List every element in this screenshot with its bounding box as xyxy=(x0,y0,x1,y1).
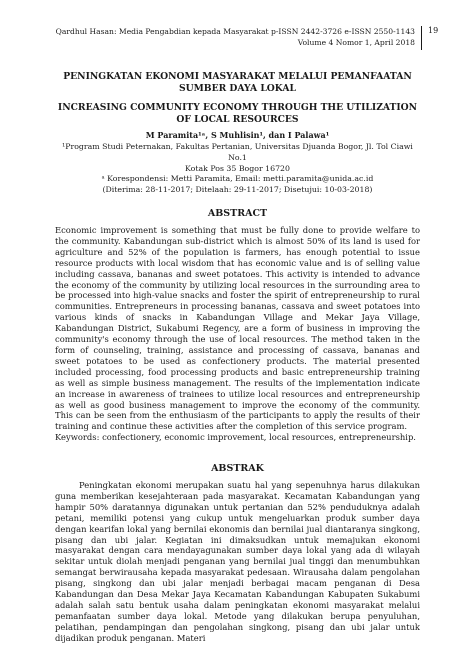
running-head xyxy=(55,26,415,48)
correspondence: ᵃ Korespondensi: Metti Paramita, Email: metti.paramita@unida.ac.id xyxy=(101,174,374,184)
affiliation xyxy=(55,142,420,196)
page-number: 19 xyxy=(428,26,439,35)
title-english: INCREASING COMMUNITY ECONOMY THROUGH THE UTILIZATION OF LOCAL RESOURCES xyxy=(57,102,418,125)
title-indonesian: PENINGKATAN EKONOMI MASYARAKAT MELALUI PEMANFAATAN SUMBER DAYA LOKAL xyxy=(63,71,412,94)
authors: M Paramita¹ᵃ, S Muhlisin¹, dan I Palawa¹ xyxy=(145,130,330,140)
affiliation-line: ¹Program Studi Peternakan, Fakultas Pertanian, Universitas Djuanda Bogor, Jl. Tol Ciawi No.1 xyxy=(62,142,413,162)
affiliation-address: Kotak Pos 35 Bogor 16720 xyxy=(185,163,290,173)
keywords: Keywords: confectionery, economic improvement, local resources, entrepreneurship. xyxy=(55,432,416,442)
abstrak-heading: ABSTRAK xyxy=(211,463,264,474)
running-head-divider xyxy=(421,26,422,50)
title-block xyxy=(55,71,420,196)
running-head-volume: Volume 4 Nomor 1, April 2018 xyxy=(297,38,415,47)
abstract-body: Economic improvement is something that must be fully done to provide welfare to the community. Kabandungan sub-district which is almost 50% of its land is used for agriculture and 52% of the population is farmers, has enough potential to issue resource products with local wisdom that has economic value and is of selling value including cassava, bananas and sweet potatoes. This activity is intended to advance the economy of the community by utilizing local resources in the surrounding area to be processed into high-value snacks and foster the spirit of entrepreneurship to rural communities. Entrepreneurs in processing bananas, cassava and sweet potatoes into various kinds of snacks in Kabandungan Village and Mekar Jaya Village, Kabandungan District, Sukabumi Regency, are a form of business in improving the community's economy through the use of local resources. The method taken in the form of counseling, training, assistance and processing of cassava, bananas and sweet potatoes to be used as confectionery products. The material presented included processing, food processing products and basic entrepreneurship training as well as simple business management. The results of the implementation indicate an increase in awareness of trainees to utilize local resources and entrepreneurship as well as good business management to improve the economy of the community. This can be seen from the enthusiasm of the participants to apply the results of their training and continue these activities after the completion of this service program. xyxy=(55,225,420,432)
dates: (Diterima: 28-11-2017; Ditelaah: 29-11-2017; Disetujui: 10-03-2018) xyxy=(102,185,373,195)
abstract-heading: ABSTRACT xyxy=(207,208,268,219)
running-head-journal: Qardhul Hasan: Media Pengabdian kepada Masyarakat p-ISSN 2442-3726 e-ISSN 2550-1143 xyxy=(55,27,415,36)
abstrak-body: Peningkatan ekonomi merupakan suatu hal yang sepenuhnya harus dilakukan guna memberikan kesejahteraan pada masyarakat. Kecamatan Kabandungan yang hampir 50% daratannya digunakan untuk pertanian dan 52% penduduknya adalah petani, memiliki potensi yang cukup untuk mengeluarkan produk sumber daya dengan kearifan lokal yang bernilai ekonomis dan bernilai jual diantaranya singkong, pisang dan ubi jalar. Kegiatan ini dimaksudkan untuk memajukan ekonomi masyarakat dengan cara mendayagunakan sumber daya lokal yang ada di wilayah sekitar untuk diolah menjadi penganan yang bernilai jual tinggi dan menumbuhkan semangat berwirausaha kepada masyarakat pedesaan. Wirausaha dalam pengolahan pisang, singkong dan ubi jalar menjadi berbagai macam penganan di Desa Kabandungan dan Desa Mekar Jaya Kecamatan Kabandungan Kabupaten Sukabumi adalah salah satu bentuk usaha dalam peningkatan ekonomi masyarakat melalui pemanfaatan sumber daya lokal. Metode yang dilakukan berupa penyuluhan, pelatihan, pendampingan dan pengolahan singkong, pisang dan ubi jalar untuk dijadikan produk penganan. Materi xyxy=(55,480,420,643)
